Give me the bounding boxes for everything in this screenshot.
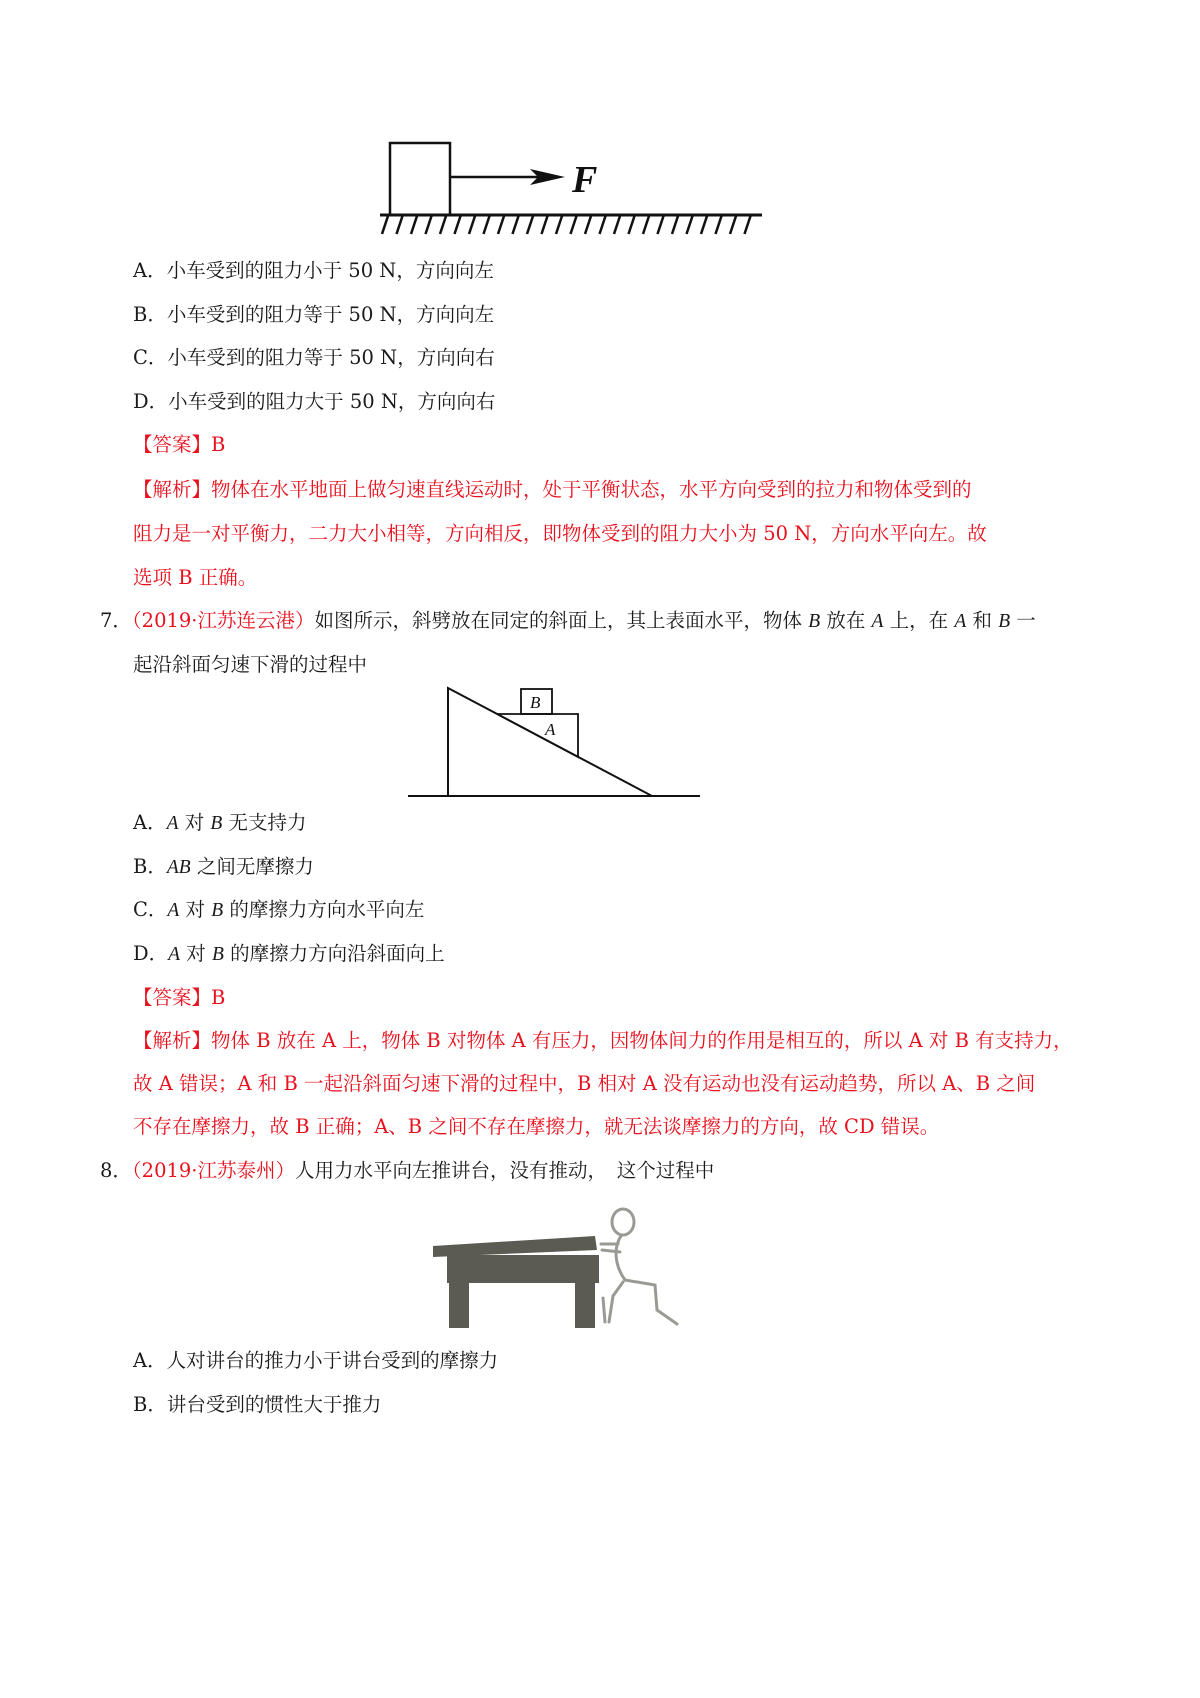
var: B — [210, 813, 223, 834]
table-top — [433, 1236, 597, 1257]
option-letter: A． — [133, 259, 167, 282]
var-b: B — [998, 611, 1011, 632]
var: B — [211, 900, 224, 921]
q6-option-b — [133, 302, 494, 328]
hatch-mark — [629, 216, 635, 234]
answer-value: B — [211, 986, 226, 1009]
hatch-mark — [556, 216, 562, 234]
q7-analysis-line-1 — [133, 1028, 1073, 1054]
stem-text: 上，在 — [883, 609, 955, 632]
q6-analysis-line-2: 阻力是一对平衡力，二力大小相等，方向相反，即物体受到的阻力大小为 50 N，方向水平向左。故 — [133, 522, 987, 545]
stem-text: 和 — [966, 609, 999, 632]
table-leg-left — [449, 1283, 469, 1328]
hatch-mark — [687, 216, 693, 234]
hatch-mark — [426, 216, 432, 234]
hatch-mark — [469, 216, 475, 234]
option-text: 对 — [180, 942, 212, 965]
analysis-tag: 【解析】 — [133, 478, 212, 501]
hatch-mark — [730, 216, 736, 234]
q7-stem-line-2: 起沿斜面匀速下滑的过程中 — [133, 653, 368, 676]
option-letter: D． — [133, 942, 169, 965]
option-text: 的摩擦力方向水平向左 — [223, 898, 425, 921]
option-text: 的摩擦力方向沿斜面向上 — [223, 942, 445, 965]
answer-tag: 【答案】 — [133, 433, 212, 456]
hatch-mark — [643, 216, 649, 234]
q6-analysis-line-1 — [133, 477, 972, 503]
q8-option-b — [133, 1392, 381, 1418]
analysis-text: 物体在水平地面上做匀速直线运动时，处于平衡状态，水平方向受到的拉力和物体受到的 — [211, 478, 972, 501]
question-source: （2019·江苏连云港） — [131, 609, 315, 632]
option-letter: B． — [133, 303, 167, 326]
table-body — [447, 1255, 599, 1283]
label-a: A — [545, 720, 556, 739]
block-force-figure — [380, 130, 780, 250]
option-text: 之间无摩擦力 — [190, 855, 314, 878]
force-label: F — [572, 159, 598, 201]
question-source: （2019·江苏泰州） — [131, 1159, 295, 1182]
q7-answer — [133, 985, 225, 1011]
q6-option-d — [133, 389, 495, 415]
option-text: 对 — [179, 898, 212, 921]
analysis-tag: 【解析】 — [133, 1029, 212, 1052]
label-b: B — [530, 693, 541, 712]
var: B — [211, 944, 224, 965]
hatch-mark — [614, 216, 620, 234]
person-stick-figure — [601, 1209, 677, 1324]
hatch-mark — [527, 216, 533, 234]
q7-option-c — [133, 897, 424, 924]
option-text: 对 — [178, 811, 211, 834]
var: A — [166, 813, 179, 834]
option-text: 小车受到的阻力等于 50 N，方向向右 — [167, 346, 495, 369]
hatch-mark — [672, 216, 678, 234]
var: AB — [166, 857, 191, 878]
var-b: B — [808, 611, 821, 632]
option-letter: A． — [133, 1349, 167, 1372]
q8-stem — [100, 1158, 714, 1184]
var: A — [167, 900, 180, 921]
question-number: 7． — [100, 609, 132, 632]
option-text: 小车受到的阻力小于 50 N，方向向左 — [166, 259, 494, 282]
hatch-mark — [745, 216, 751, 234]
option-letter: A． — [133, 811, 167, 834]
q7-analysis-line-2: 故 A 错误；A 和 B 一起沿斜面匀速下滑的过程中，B 相对 A 没有运动也没有运动趋势，所以 A、B 之间 — [133, 1072, 1036, 1095]
table-leg-right — [575, 1283, 595, 1328]
q7-option-b — [133, 854, 314, 881]
q8-option-a — [133, 1348, 498, 1374]
ground-hatching — [382, 216, 751, 234]
q6-analysis-line-3: 选项 B 正确。 — [133, 566, 258, 589]
hatch-mark — [397, 216, 403, 234]
hatch-mark — [484, 216, 490, 234]
option-text: 小车受到的阻力等于 50 N，方向向左 — [166, 303, 495, 326]
hatch-mark — [440, 216, 446, 234]
hatch-mark — [658, 216, 664, 234]
answer-tag: 【答案】 — [133, 986, 212, 1009]
q7-option-a — [133, 810, 307, 837]
hatch-mark — [455, 216, 461, 234]
hatch-mark — [600, 216, 606, 234]
hatch-mark — [585, 216, 591, 234]
push-table-figure — [425, 1200, 695, 1335]
hatch-mark — [411, 216, 417, 234]
q7-analysis-line-3: 不存在摩擦力，故 B 正确；A、B 之间不存在摩擦力，就无法谈摩擦力的方向，故 CD 错误。 — [133, 1115, 940, 1138]
block — [390, 143, 450, 215]
q6-option-c — [133, 345, 495, 371]
hatch-mark — [701, 216, 707, 234]
option-text: 人对讲台的推力小于讲台受到的摩擦力 — [166, 1349, 499, 1372]
answer-value: B — [211, 433, 226, 456]
stem-text: 如图所示，斜劈放在同定的斜面上，其上表面水平，物体 — [314, 609, 809, 632]
q7-option-d — [133, 941, 445, 968]
q7-stem — [100, 608, 1036, 635]
q6-option-a — [133, 258, 494, 284]
option-letter: B． — [133, 1393, 167, 1416]
hatch-mark — [716, 216, 722, 234]
question-number: 8． — [100, 1159, 132, 1182]
option-letter: D． — [133, 390, 169, 413]
var: A — [168, 944, 181, 965]
hatch-mark — [513, 216, 519, 234]
hatch-mark — [382, 216, 388, 234]
q6-answer — [133, 432, 225, 458]
option-text: 小车受到的阻力大于 50 N，方向向右 — [168, 390, 496, 413]
option-text: 无支持力 — [222, 811, 307, 834]
option-letter: B． — [133, 855, 167, 878]
option-letter: C． — [133, 346, 168, 369]
stem-text: 一 — [1010, 609, 1036, 632]
analysis-text: 物体 B 放在 A 上，物体 B 对物体 A 有压力，因物体间力的作用是相互的，所以 A 对 B 有支持力， — [211, 1029, 1073, 1052]
var-a: A — [871, 611, 884, 632]
option-text: 讲台受到的惯性大于推力 — [166, 1393, 382, 1416]
incline-wedge-figure — [400, 680, 710, 805]
option-letter: C． — [133, 898, 168, 921]
stem-text: 人用力水平向左推讲台，没有推动， 这个过程中 — [295, 1159, 715, 1182]
var-a: A — [954, 611, 967, 632]
wedge-a — [497, 714, 578, 757]
hatch-mark — [498, 216, 504, 234]
hatch-mark — [571, 216, 577, 234]
hatch-mark — [542, 216, 548, 234]
stem-text: 放在 — [820, 609, 872, 632]
